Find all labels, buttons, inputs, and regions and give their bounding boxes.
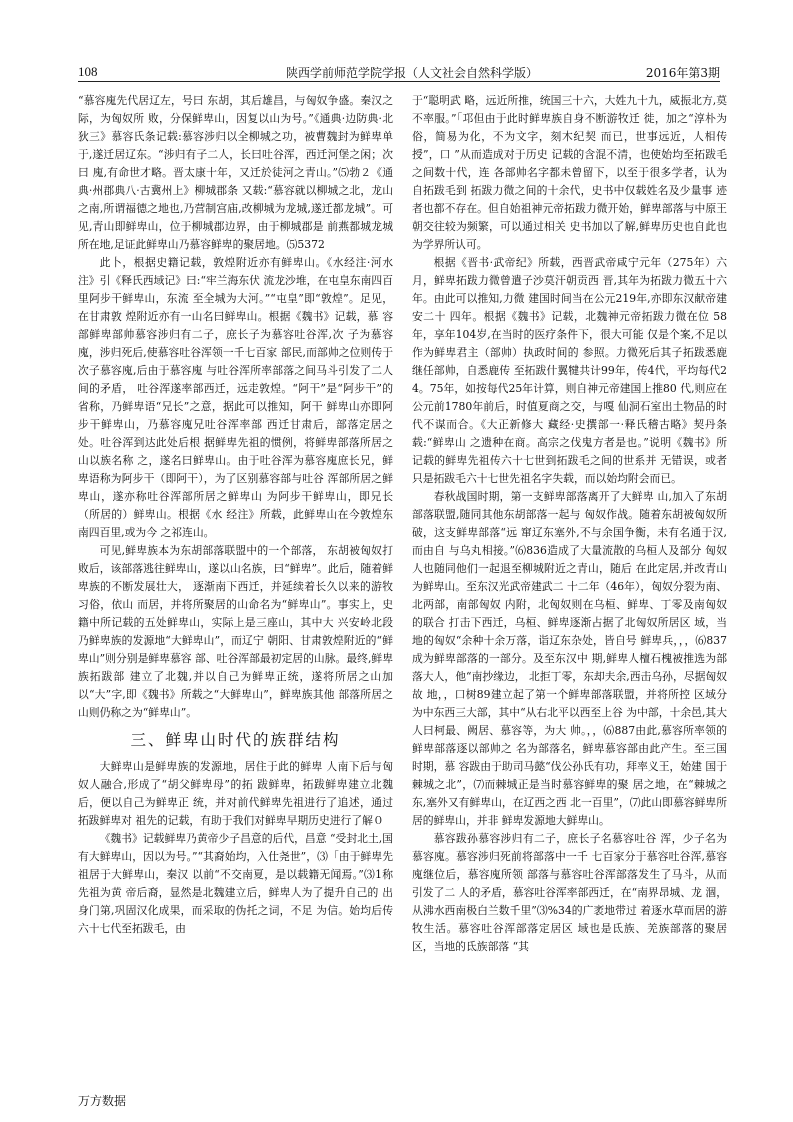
footer-watermark: 万方数据 (78, 1094, 127, 1108)
header-rule (78, 81, 720, 82)
paragraph: 春秋战国时期，第一支鲜卑部落离开了大鲜卑 山,加入了东胡部落联盟,随同其他东胡部落一起与 匈奴作战。随着东胡被匈奴所破，这支鲜卑部落“远 窜辽东塞外,不与余国争衡，未有名通于汉,而由自 与乌丸相接。”⑹836造成了大量流散的乌桓人及部分 匈奴人也随同他们一起退至柳城附近之青山，随后 在此定居,并改青山为鲜卑山。至东汉光武帝建武二 十二年（46年），匈奴分裂为南、北两部，南部匈奴 内附，北匈奴则在乌桓、鲜卑、丁零及南匈奴的联合 打击下西迁，乌桓、鲜卑逐渐占据了北匈奴所居区 域，当地的匈奴“余种十余万落，诣辽东杂处，皆自号 鲜卑兵，，，⑹837成为鲜卑部落的一部分。及至东汉中 期,鲜卑人檀石槐被推选为部落大人，他“南抄缘边， 北拒丁零，东却夫余,西击乌孙，尽据匈奴故 地，，口树89建立起了第一个鲜卑部落联盟，并将所控 区域分为中东西三大部，其中“从右北平以西至上谷 为中部，十余邑,其大人曰柯最、阙居、慕容等，为大 帅。，，⑹887由此,慕容所率领的鲜卑部落逐以部帅之 名为部落名，鲜卑慕容部由此产生。至三国时期，慕 容跋由于助司马懿“伐公孙氏有功，拜率义王，始建 国于棘城之北”，⑺而棘城正是当时慕容鲜卑的聚 居之地，在“棘城之东,塞外又有鲜卑山，在辽西之西 北一百里”，⑺此山即慕容鲜卑所居的鲜卑山，并非 鲜卑发源地大鲜卑山。 (412, 490, 727, 827)
right-column (412, 92, 727, 1057)
paragraph: 《魏书》记载鲜卑乃黄帝少子昌意的后代，昌意 “受封北土,国有大鲜卑山，因以为号。”“其裔始均，入仕尧世”，⑶「由于鲜卑先祖居于大鲜卑山，秦汉 以前“不交南夏，是以载籍无闻焉。”⑶1称先祖为黄 帝后裔，显然是北魏建立后，鲜卑人为了提升自己的 出身门第,巩固汉化成果，而采取的伪托之词，不足 为信。始均后传六十七代至拓跋毛，由 (78, 832, 393, 935)
paragraph: 可见,鲜卑族本为东胡部落联盟中的一个部落， 东胡被匈奴打败后，该部落逃往鲜卑山，遂以山名族，曰“鲜卑”。此后，随着鲜卑族的不断发展壮大， 逐渐南下西迁，并延续着长久以来的游牧习俗，依山 而居，并将所聚居的山命名为“鲜卑山”。事实上，史 籍中所记载的五处鲜卑山，实际上是三座山，其中大 兴安岭北段乃鲜卑族的发源地“大鲜卑山”，而辽宁 朝阳、甘肃敦煌附近的“鲜卑山”则分别是鲜卑慕容 部、吐谷浑部最初定居的山脉。最终,鲜卑族拓跋部 建立了北魏,并以自己为鲜卑正统，遂将所居之山加 以“大”字,即《魏书》所载之“大鲜卑山”，鲜卑族其他 部落所居之山则仍称之为“鲜卑山”。 (78, 544, 393, 719)
journal-title: 陕西学前师范学院学报（人文社会自然科学版） (286, 66, 539, 80)
issue-label: 2016年第3期 (645, 66, 720, 80)
left-column (78, 92, 393, 1057)
paragraph: 根据《晋书·武帝纪》所载，西晋武帝咸宁元年（275年）六月，鲜卑拓跋力微曾遣子沙莫汗朝贡西 晋,其年为拓跋力微五十六年。由此可以推知,力微 建国时间当在公元219年,亦即东汉献帝建安二十 四年。根据《魏书》记载，北魏神元帝拓跋力微在位 58年，享年104岁,在当时的医疗条件下，很大可能 仅是个案,不足以作为鲜卑君主（部帅）执政时间的 参照。力微死后其子拓跋悉鹿继任部帅，自悉鹿传 至拓跋什翼犍共计99年，传4代，平均每代24。75年，如按每代25年计算，则自神元帝建国上推80 代,则应在公元前1780年前后，时值夏商之交，与嘎 仙洞石室出土物品的时代不谋而合。《大正新修大 藏经·史撰部一·释氏稽古略》契丹条载:“鲜卑山 之遗种在商。高宗之伐鬼方者是也。”说明《魏书》所 记载的鲜卑先祖传六十七世到拓跋毛之间的世系并 无错误，或者只是拓跋毛六十七世先祖名字失载，而以始均附会而已。 (412, 256, 727, 485)
paragraph: 大鲜卑山是鲜卑族的发源地，居住于此的鲜卑 人南下后与匈奴人融合,形成了“胡父鲜卑母”的拓 跋鲜卑，拓跋鲜卑建立北魏后，便以自己为鲜卑正 统，并对前代鲜卑先祖进行了追述，通过拓跋鲜卑对 祖先的记载，有助于我们对鲜卑早期历史进行了解０ (78, 760, 393, 827)
section-heading: 三、鲜卑山时代的族群结构 (130, 731, 341, 749)
paragraph: 此卜，根据史籍记载，敦煌附近亦有鲜卑山。《水经注·河水注》引《释氏西域记》曰:“牢兰海东伏 流龙沙堆，在屯皇东南四百里阿步干鲜卑山，东流 至全城为大河。”“屯皇”即“敦煌”。足见，在甘肃敦 煌附近亦有一山名曰鲜卑山。根据《魏书》记载，慕 容部鲜卑部帅慕容涉归有二子，庶长子为慕容吐谷浑,次 子为慕容廆，涉归死后,使慕容吐谷浑领一千七百家 部民,而部帅之位则传于次子慕容廆,后由于慕容廆 与吐谷浑所率部落之间马斗引发了二人间的矛盾， 吐谷浑遂率部西迁，远走敦煌。“阿干”是“阿步干”的省称，乃鲜卑语“兄长”之意，据此可以推知，阿干 鲜卑山亦即阿步干鲜卑山，乃慕容廆兄吐谷浑率部 西迁甘肃后，部落定居之处。吐谷浑到达此处后根 据鲜卑先祖的惯例，将鲜卑部落所居之山以族名称 之，遂名曰鲜卑山。由于吐谷浑为慕容廆庶长兄，鲜 卑语称为阿步干（即阿干），为了区别慕容部与吐谷 浑部所居之鲜卑山，遂亦称吐谷浑部所居之鲜卑山 为阿步干鲜卑山，即兄长（所居的）鲜卑山。根据《水 经注》所载，此鲜卑山在今敦煌东南四百里,或为今 之祁连山。 (78, 256, 393, 539)
page-number: 108 (78, 64, 98, 79)
paragraph: 于“聪明武 略，远近所推，统国三十六，大姓九十九，威振北方,莫不率服。”「邛但由于此时鲜卑族自身不断游牧迁 徙，加之“淳朴为俗，简易为化，不为文字，刻木纪契 而已，世事远近，人相传授”，口 ”从而造成对于历史 记载的含混不清，也使始均至拓跋毛之间数十代，连 各部帅名字都未曾留下，以至于很多学者，认为自拓跋毛到 拓跋力微之间的十余代，史书中仅载姓名及少量事 迹者也都不存在。但自始祖神元帝拓跋力微开始，鲜卑部落与中原王朝交往较为频繁，可以通过相关 史书加以了解,鲜卑历史也自此也为学界所认可。 (412, 94, 727, 251)
paragraph: “慕容廆先代居辽左，号曰 东胡，其后雄昌，与匈奴争盛。秦汉之际，为匈奴所 败，分保鲜卑山，因复以山为号。”《通典·边防典·北狄三》慕容氏条记载:慕容涉归以全柳城之功，被曹魏封为鲜卑单于,遂迁居辽东。“涉归有子二人，长曰吐谷浑，西迁河堡之闲；次曰 廆,有命世才略。晋太康十年，又迁於徒河之青山。”⑸勃２《通典·州郡典八·古冀州上》柳城郡条 又载:“慕容就以柳城之北，龙山之南,所谓福德之地也,乃营制宫庙,改柳城为龙城,遂迁都龙城”。可 见,青山即鲜卑山，位于柳城郡边界，由于柳城郡是 前燕都城龙城所在地,足证此鲜卑山乃慕容鲜卑的聚居地。⑸5372 (78, 94, 393, 251)
page-header (78, 60, 720, 82)
paragraph: 慕容跋孙慕容涉归有二子，庶长子名慕容吐谷 浑，少子名为慕容廆。慕容涉归死前将部落中一千 七百家分于慕容吐谷浑,慕容廆继位后，慕容廆所领 部落与慕容吐谷浑部落发生了马斗，从而引发了二 人的矛盾，慕容吐谷浑率部西迁，在“南界昂城、龙 涸，从沸水西南极白兰数千里”⑶%34的广袤地带过 着逐水草而居的游牧生活。慕容吐谷浑部落定居区 域也是氐族、羌族部落的聚居区，当地的氐族部落 “其 (412, 832, 727, 953)
